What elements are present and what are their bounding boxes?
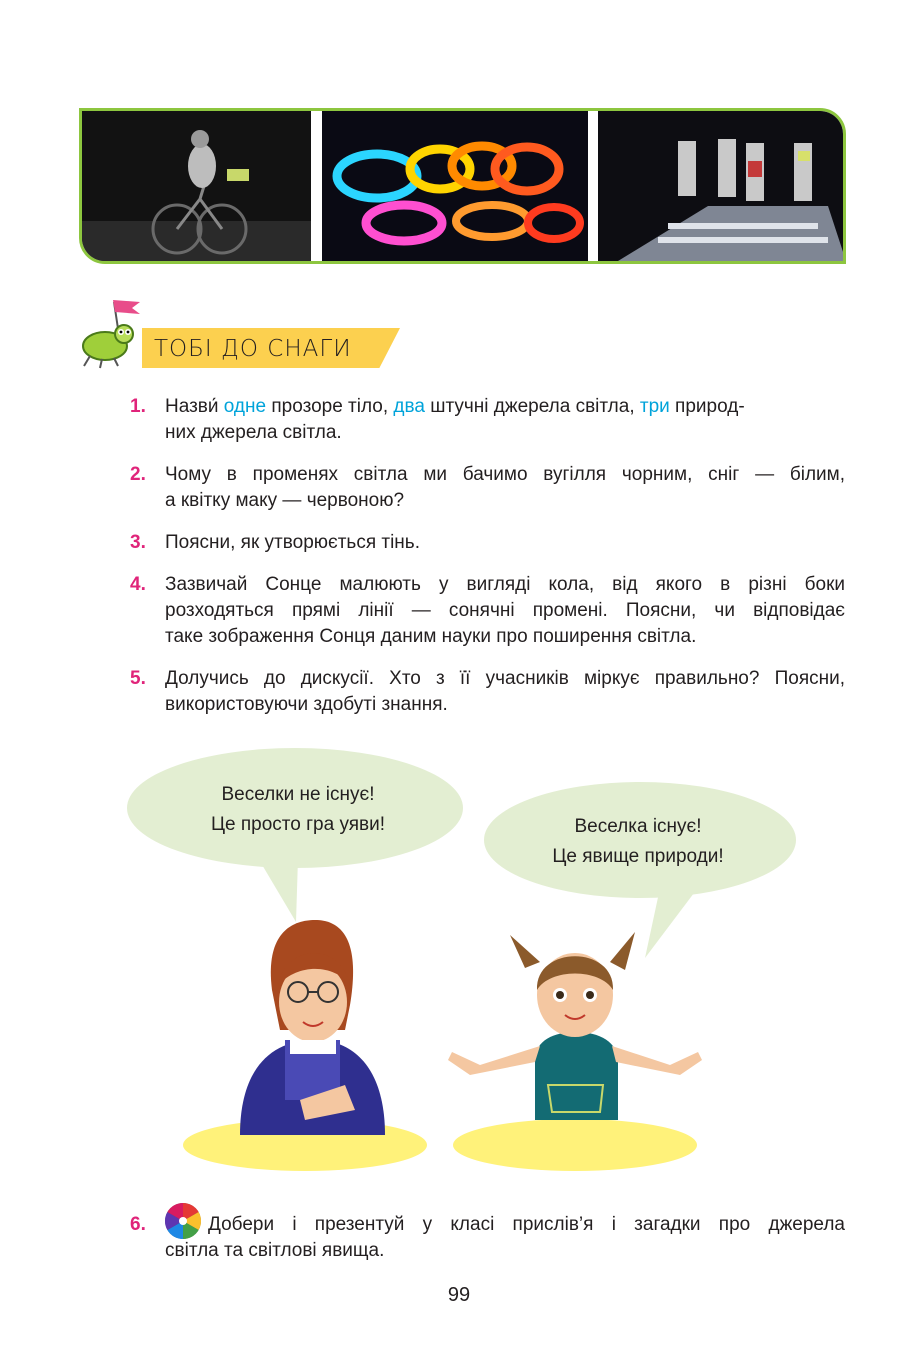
right-speech-bubble bbox=[498, 812, 778, 872]
pedestrians-at-night-photo bbox=[598, 111, 846, 261]
question-number: 3. bbox=[130, 532, 146, 553]
bubble-line: Веселки не існує! bbox=[221, 784, 375, 805]
question-text bbox=[165, 666, 845, 718]
question-text bbox=[165, 572, 845, 650]
text-run: Назви́ bbox=[165, 396, 224, 417]
text-line: а квітку маку — червоною? bbox=[165, 490, 405, 511]
text-line: Зазвичай Сонце малюють у вигляді кола, від якого в різні боки bbox=[165, 574, 845, 595]
text-run: прозоре тіло, bbox=[266, 396, 394, 417]
question-text bbox=[165, 1212, 845, 1264]
text-line: Добери і презентуй у класі прислів’я і загадки про джерела bbox=[208, 1214, 845, 1235]
text-line: таке зображення Сонця даним науки про поширення світла. bbox=[165, 626, 697, 647]
bubble-line: Це явище природи! bbox=[552, 846, 724, 867]
question-number: 5. bbox=[130, 668, 146, 689]
reflective-bands-photo bbox=[322, 111, 588, 261]
girl-with-pigtails bbox=[448, 932, 702, 1120]
question-number: 1. bbox=[130, 396, 146, 417]
discussion-illustration bbox=[0, 740, 918, 1180]
question-text bbox=[165, 530, 845, 556]
bug-mascot-icon bbox=[80, 296, 150, 377]
text-line: використовуючи здобуті знання. bbox=[165, 694, 448, 715]
bubble-line: Веселка існує! bbox=[574, 816, 702, 837]
question-number: 2. bbox=[130, 464, 146, 485]
highlight-word: одне bbox=[223, 396, 267, 417]
text-line: Поясни, як утворюється тінь. bbox=[165, 532, 420, 553]
page-number: 99 bbox=[447, 1284, 471, 1306]
bubble-line: Це просто гра уяви! bbox=[210, 814, 386, 835]
highlight-word: два bbox=[393, 396, 425, 417]
text-run: штучні джерела світла, bbox=[424, 396, 640, 417]
question-text bbox=[165, 462, 845, 514]
question-number: 4. bbox=[130, 574, 146, 595]
text-line: Долучись до дискусії. Хто з її учасників міркує правильно? Поясни, bbox=[165, 668, 845, 689]
highlight-word: три bbox=[639, 396, 670, 417]
question-text bbox=[165, 394, 845, 446]
girl-with-glasses bbox=[240, 920, 385, 1135]
text-line: Чому в променях світла ми бачимо вугілля чорним, сніг — білим, bbox=[165, 464, 845, 485]
text-run: природ- bbox=[669, 396, 745, 417]
cyclist-at-night-photo bbox=[82, 111, 311, 261]
photo-banner bbox=[79, 108, 846, 264]
section-heading: ТОБІ ДО СНАГИ bbox=[154, 336, 352, 362]
text-line: розходяться прямі лінії — сонячні промені. Поясни, чи відповідає bbox=[165, 600, 845, 621]
text-line: світла та світлові явища. bbox=[165, 1240, 385, 1261]
left-speech-bubble bbox=[148, 780, 448, 840]
question-number: 6. bbox=[130, 1214, 146, 1235]
text-line: них джерела світла. bbox=[165, 422, 342, 443]
